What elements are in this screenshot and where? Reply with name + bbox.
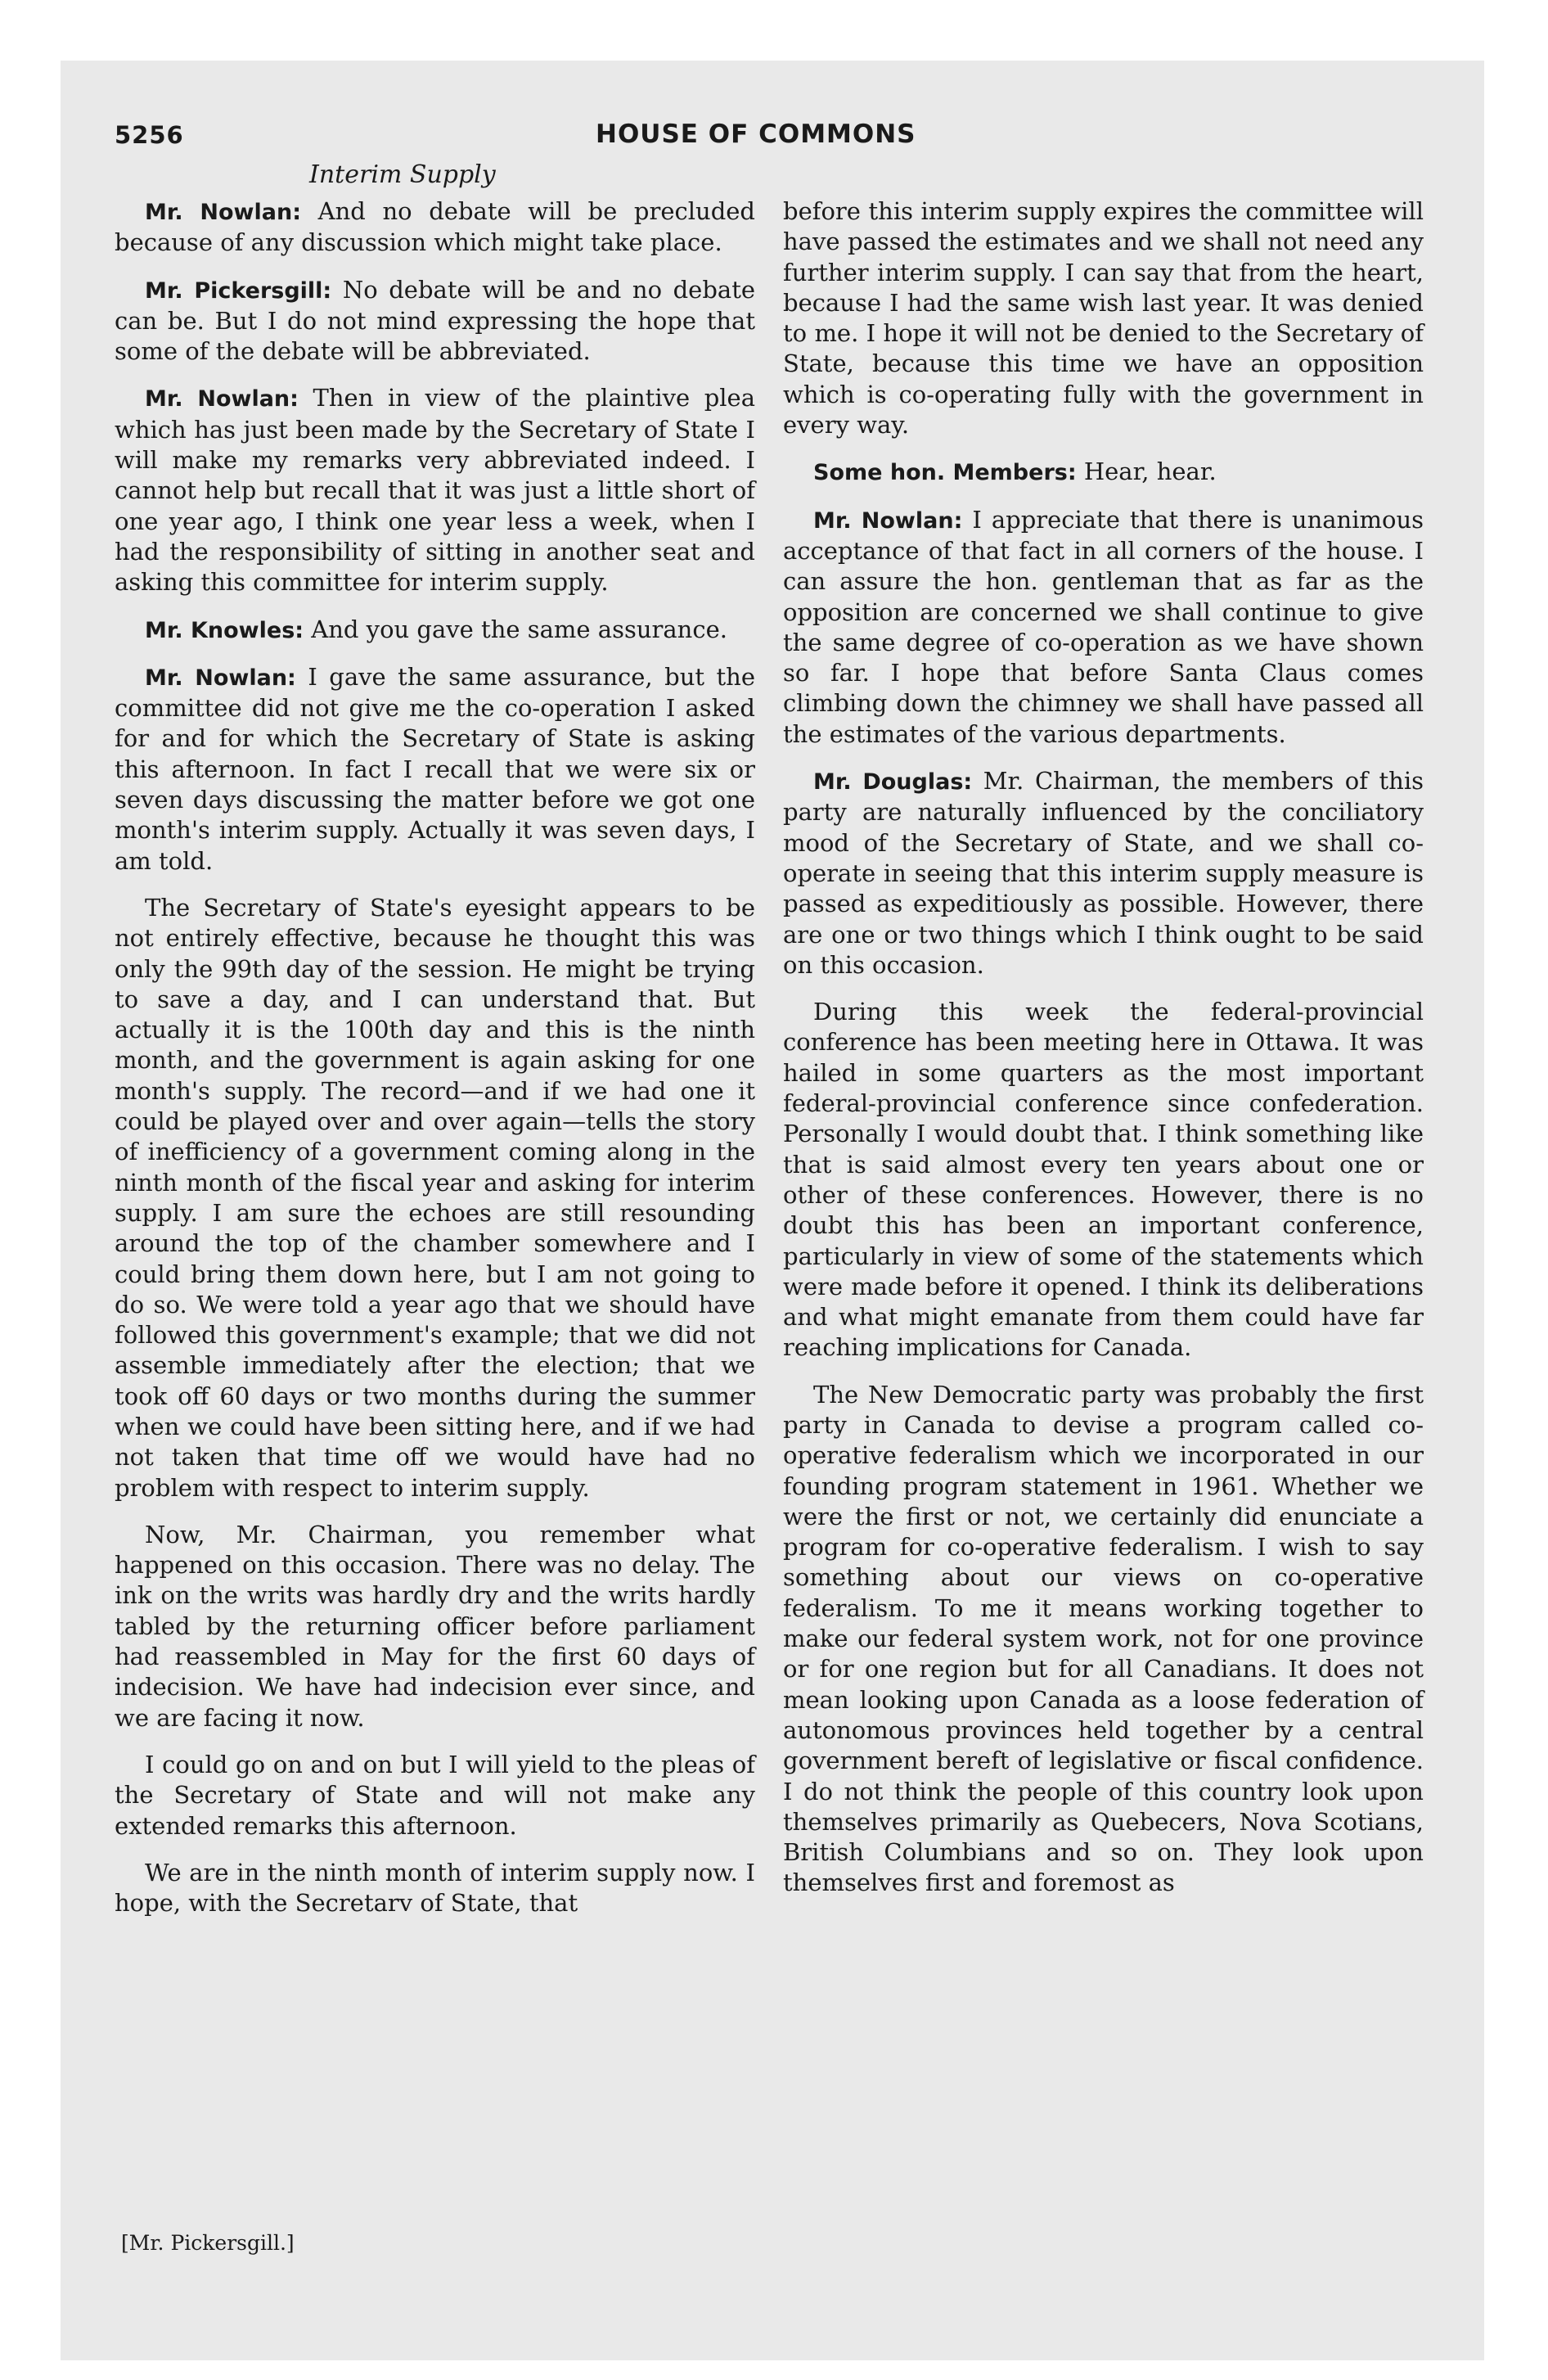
paragraph: [783, 457, 1424, 488]
paragraph-text: The Secretary of State's eyesight appears to be not entirely effective, because he thought this was only the 99th day of the session. He might be trying to save a day, and I can understand that. But actually it is the 100th day and this is the ninth month, and the government is again asking for one month's supply. The record—and if we had one it could be played over and over again—tells the story of inefficiency of a government coming along in the ninth month of the fiscal year and asking for interim supply. I am sure the echoes are still resounding around the top of the chamber somewhere and I could bring them down here, but I am not going to do so. We were told a year ago that we should have followed this government's example; that we did not assemble immediately after the election; that we took off 60 days or two months during the summer when we could have been sitting here, and if we had not taken that time off we would have had no problem with respect to interim supply.: [115, 893, 755, 1502]
paragraph: [115, 275, 755, 367]
paragraph: [783, 505, 1424, 750]
paragraph: [783, 196, 1424, 440]
speaker-name: Mr. Nowlan:: [145, 665, 296, 691]
paragraph-text: before this interim supply expires the committee will have passed the estimates and we shall not need any further interim supply. I can say that from the heart, because I had the same wish last year. It was denied to me. I hope it will not be denied to the Secretary of State, because this time we have an opposition which is co-operating fully with the government in every way.: [783, 197, 1424, 439]
section-subtitle: Interim Supply: [309, 160, 496, 189]
paragraph-text: During this week the federal-provincial conference has been meeting here in Ottawa. It was hailed in some quarters as the most important federal-provincial conference since confederation. Personally I would doubt that. I think something like that is said almost every ten years about one or other of these conferences. However, there is no doubt this has been an important conference, particularly in view of some of the statements which were made before it opened. I think its deliberations and what might emanate from them could have far reaching implications for Canada.: [783, 998, 1424, 1362]
paragraph: [783, 997, 1424, 1364]
paragraph-text: Mr. Chairman, the members of this party are naturally influenced by the conciliatory mood of the Secretary of State, and we shall co-operate in seeing that this interim supply measure is passed as expeditiously as possible. However, there are one or two things which I think ought to be said on this occasion.: [783, 767, 1424, 979]
paragraph-text: I appreciate that there is unanimous acceptance of that fact in all corners of the house. I can assure the hon. gentleman that as far as the opposition are concerned we shall continue to give the same degree of co-operation as we have shown so far. I hope that before Santa Claus comes climbing down the chimney we shall have passed all the estimates of the various departments.: [783, 505, 1424, 748]
paragraph: [115, 615, 755, 646]
paragraph-text: Now, Mr. Chairman, you remember what happened on this occasion. There was no delay. The ink on the writs was hardly dry and the writs hardly tabled by the returning officer before parliament had reassembled in May for the first 60 days of indecision. We have had indecision ever since, and we are facing it now.: [115, 1520, 755, 1732]
speaker-footnote: [Mr. Pickersgill.]: [121, 2231, 295, 2255]
speaker-name: Mr. Douglas:: [813, 769, 973, 796]
paragraph: [115, 1750, 755, 1841]
paragraph-text: The New Democratic party was probably the first party in Canada to devise a program called co-operative federalism which we incorporated in our founding program statement in 1961. Whether we were the first or not, we certainly did enunciate a program for co-operative federalism. I wish to say something about our views on co-operative federalism. To me it means working together to make our federal system work, not for one province or for one region but for all Canadians. It does not mean looking upon Canada as a loose federation of autonomous provinces held together by a central government bereft of legislative or fiscal confidence. I do not think the people of this country look upon themselves primarily as Quebecers, Nova Scotians, British Columbians and so on. They look upon themselves first and foremost as: [783, 1380, 1424, 1897]
right-column: [783, 196, 1424, 1915]
paragraph-text: And you gave the same assurance.: [311, 615, 727, 643]
left-column: [115, 196, 755, 1935]
speaker-name: Some hon. Members:: [813, 460, 1077, 486]
paragraph: [115, 383, 755, 597]
speaker-name: Mr. Pickersgill:: [145, 277, 332, 304]
paragraph-text: I could go on and on but I will yield to the pleas of the Secretary of State and will not make any extended remarks this afternoon.: [115, 1750, 755, 1840]
paragraph-text: No debate will be and no debate can be. But I do not mind expressing the hope that some of the debate will be abbreviated.: [115, 275, 756, 366]
paragraph: [115, 662, 755, 877]
page-title: HOUSE OF COMMONS: [596, 119, 916, 149]
paragraph: [115, 196, 755, 259]
paragraph: [783, 766, 1424, 980]
paragraph: [115, 1520, 755, 1733]
paragraph-text: And no debate will be precluded because of any discussion which might take place.: [115, 197, 755, 257]
paragraph: [115, 893, 755, 1503]
paragraph: [783, 1380, 1424, 1899]
paragraph-text: Then in view of the plaintive plea which has just been made by the Secretary of State I will make my remarks very abbreviated indeed. I cannot help but recall that it was just a little short of one year ago, I think one year less a week, when I had the responsibility of sitting in another seat and asking this committee for interim supply.: [115, 384, 756, 597]
speaker-name: Mr. Knowles:: [145, 617, 304, 643]
paragraph-text: Hear, hear.: [1083, 458, 1217, 486]
speaker-name: Mr. Nowlan:: [145, 386, 299, 412]
page-number: 5256: [115, 121, 184, 149]
speaker-name: Mr. Nowlan:: [145, 200, 301, 225]
paragraph-text: I gave the same assurance, but the committee did not give me the co-operation I asked for and for which the Secretary of State is asking this afternoon. In fact I recall that we were six or seven days discussing the matter before we got one month's interim supply. Actually it was seven days, I am told.: [115, 662, 756, 875]
speaker-name: Mr. Nowlan:: [813, 507, 963, 534]
paragraph-text: We are in the ninth month of interim supply now. I hope, with the Secretarv of State, that: [115, 1858, 755, 1918]
paragraph: [115, 1858, 755, 1919]
